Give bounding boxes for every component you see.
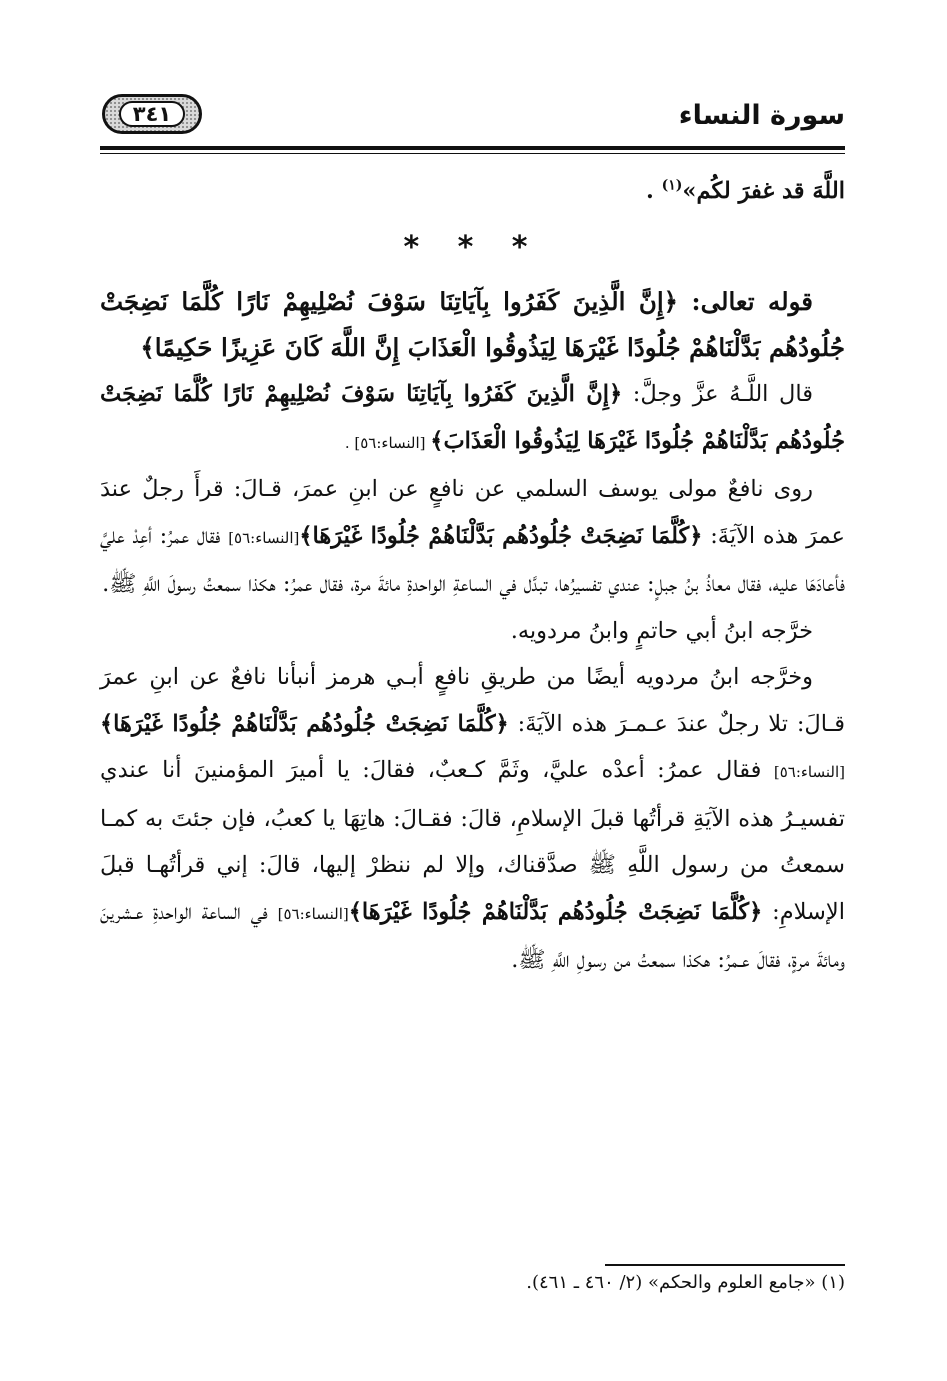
page-number-badge [102,94,202,134]
continuation-line [100,168,845,215]
page-header [100,88,845,150]
riwaya-paragraph [100,466,845,608]
section-separator: * * * [403,229,542,265]
takhrij-2-verse-b: ﴿كُلَّمَا نَضِجَتْ جُلُودُهُم بَدَّلْنَاهُمْ جُلُودًا غَيْرَهَا﴾ [348,898,763,925]
continuation-text: اللَّهَ قد غفرَ لكُم» [682,178,845,204]
header-rule-thick [100,146,845,150]
takhrij-2-ref-b: [النساء:٥٦] [277,904,349,923]
quote-verse: ﴿إِنَّ الَّذِينَ كَفَرُوا بِآيَاتِنَا سَوْفَ نُصْلِيهِمْ نَارًا كُلَّمَا نَضِجَتْ جُلُودُهُم بَدَّلْنَاهُمْ جُلُودًا غَيْرَهَا لِيَذُوقُوا الْعَذَابَ﴾ [100,381,845,454]
takhrij-2-verse: ﴿كُلَّمَا نَضِجَتْ جُلُودُهُم بَدَّلْنَاهُمْ جُلُودًا غَيْرَهَا﴾ [100,710,509,737]
riwaya-text-2: فقال عمرُ: أعِدْ عليَّ فأعادَهَا عليه، فقال معاذُ بنُ جبلٍ: عندي تفسيرُها، تبدَّل في الساعةِ الواحدةِ مائةَ مرة، فقال عمرُ: هكذا سمعتُ رسولَ اللَّهِ ﷺ. [100,522,845,597]
footnote-marker: (١) [661,177,683,194]
page-body [100,168,845,984]
footnote-rule [605,1264,845,1266]
page-number: ٣٤١ [119,101,185,127]
riwaya-text-1: روى نافعٌ مولى يوسف السلمي عن نافعٍ عن ابنِ عمرَ، قـالَ: قرأَ رجلٌ عندَ عمرَ هذه الآيَةَ: [100,476,845,549]
quote-intro: قال اللَّـهُ عزَّ وجلَّ: [622,381,813,407]
footnote: (١) «جامع العلوم والحكم» (٢/ ٤٦٠ ـ ٤٦١). [526,1272,845,1293]
riwaya-ref: [النساء:٥٦] [228,528,300,547]
takhrij-1-text: خرَّجه ابنُ أبي حاتمٍ وابنُ مردويه. [510,617,813,644]
header-rule-thin [100,153,845,154]
verse-text: ﴿إِنَّ الَّذِينَ كَفَرُوا بِآيَاتِنَا سَوْفَ نُصْلِيهِمْ نَارًا كُلَّمَا نَضِجَتْ جُلُودُهُم بَدَّلْنَاهُمْ جُلُودًا غَيْرَهَا لِيَذُوقُوا الْعَذَابَ إِنَّ اللَّهَ كَانَ عَزِيزًا حَكِيمًا﴾ [100,287,845,362]
continuation-end: . [645,178,662,204]
quote-ref: [النساء:٥٦] . [344,433,431,452]
takhrij-paragraph-2 [100,654,845,984]
riwaya-verse: ﴿كُلَّمَا نَضِجَتْ جُلُودُهُم بَدَّلْنَاهُمْ جُلُودًا غَيْرَهَا﴾ [299,522,703,549]
takhrij-2-ref: [النساء:٥٦] [773,763,845,781]
takhrij-2-text-a: وخرَّجه ابنُ مردويه أيضًا من طريقِ نافعٍ أبـي هرمز أنبأنا نافعٌ عن ابنِ عمرَ قـالَ: تلا رجلٌ عندَ عـمـرَ هذه الآيَةَ: [100,664,845,737]
surah-title: سورة النساء [678,100,845,131]
verse-intro: قوله تعالى: [678,287,814,316]
takhrij-paragraph-1 [100,608,845,655]
takhrij-2-text-c: في الساعة الواحدةِ عـشرينَ ومائةَ مرةٍ، فقالَ عـمرُ: هكذا سمعتُ من رسولِ اللَّهِ ﷺ. [100,898,845,973]
verse-paragraph [100,279,845,371]
takhrij-2-text-b: فقال عمرُ: أعدْه عليَّ، وثَمَّ كـعبٌ، فقالَ: يا أميرَ المؤمنينَ أنا عندي تفسيـرُ هذه الآيَةِ قرأتُها قبلَ الإسلامِ، قالَ: فقـالَ: هاتِهَا يا كعبُ، فإن جئتَ به كمـا سمعتُ من رسول اللَّهِ ﷺ صدَّقناك، وإلا لم ننظرْ إليها، قالَ: إني قرأتُهـا قبلَ الإسلامِ: [100,757,845,925]
quote-paragraph [100,371,845,466]
